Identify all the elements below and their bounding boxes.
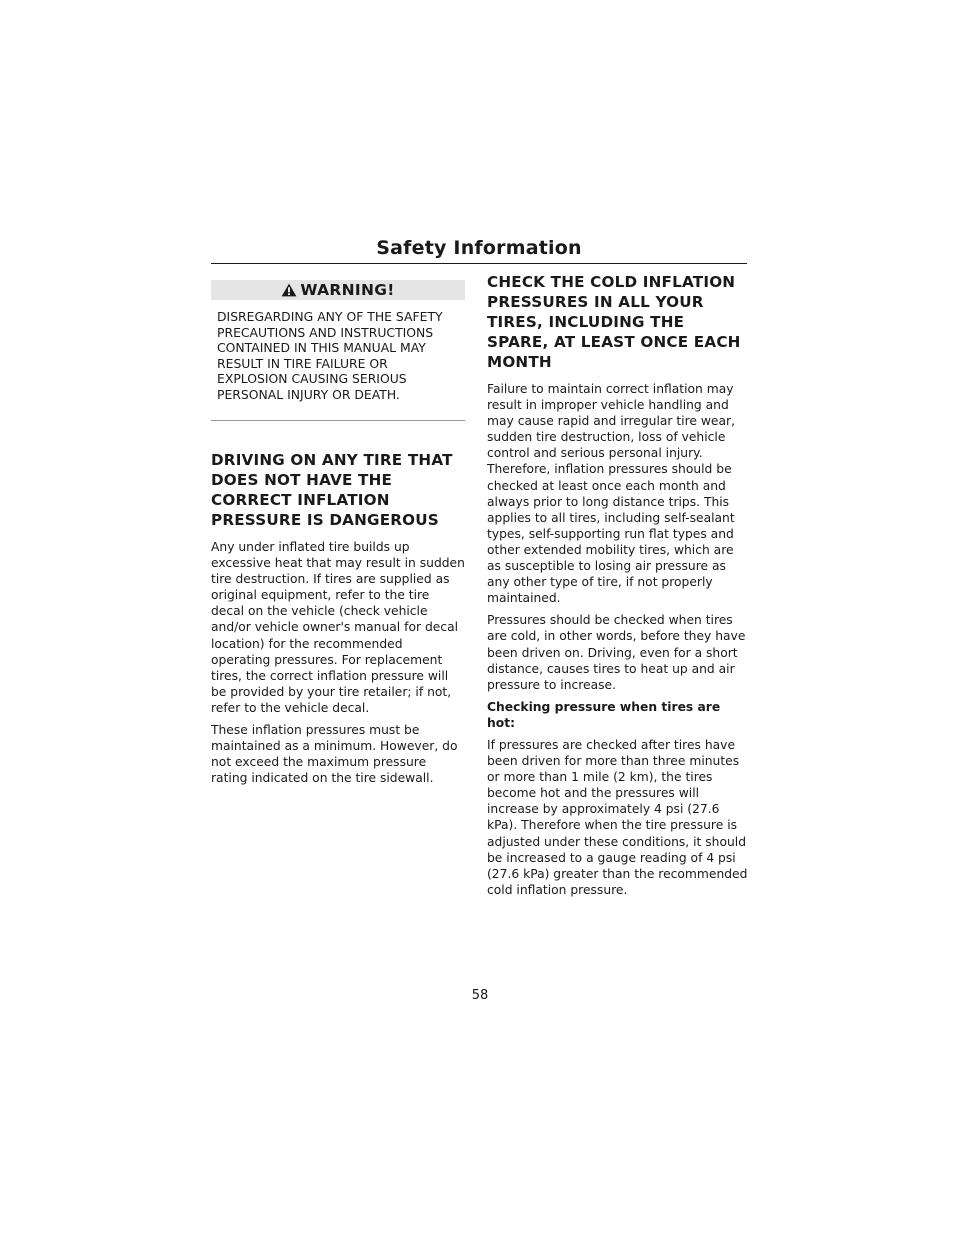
check-paragraph-1: Failure to maintain correct inflation may result in improper vehicle handling and may cause rapid and irregular tire wear, sudden tire destruction, loss of vehicle control and serious personal injury. Therefore, inflation pressures should be checked at least once each month and always prior to long distance trips. This applies to all tires, including self-sealant types, self-supporting run flat types and other extended mobility tires, which are as susceptible to losing air pressure as any other type of tire, if not properly maintained. — [487, 382, 735, 606]
page-number: 58 — [471, 988, 489, 1003]
heading-line: TIRES, INCLUDING THE — [487, 313, 685, 331]
check-paragraph-2: Pressures should be checked when tires are cold, in other words, before they have been driven on. Driving, even for a short distance, causes tires to heat up and air pressure to increase. — [487, 613, 746, 692]
heading-line: SPARE, AT LEAST ONCE EACH — [487, 333, 741, 351]
warning-triangle-icon — [281, 283, 297, 297]
heading-line: CORRECT INFLATION — [211, 491, 390, 509]
heading-line: DOES NOT HAVE THE — [211, 471, 393, 489]
hot-tires-subheading: Checking pressure when tires are hot: — [487, 699, 721, 730]
driving-paragraph-2: These inflation pressures must be maintained as a minimum. However, do not exceed the maximum pressure rating indicated on the tire sidewall. — [211, 723, 458, 786]
heading-line: MONTH — [487, 353, 552, 371]
check-paragraph-3: If pressures are checked after tires have been driven for more than three minutes or more than 1 mile (2 km), the tires become hot and the pressures will increase by approximately 4 psi (27.6 kPa). Therefore when the tire pressure is adjusted under these conditions, it should be increased to a gauge reading of 4 psi (27.6 kPa) greater than the recommended cold inflation pressure. — [487, 737, 748, 897]
right-column — [487, 272, 749, 898]
warning-box — [211, 280, 465, 421]
heading-line: PRESSURES IN ALL YOUR — [487, 293, 704, 311]
heading-line: PRESSURE IS DANGEROUS — [211, 511, 439, 529]
driving-paragraph-1: Any under inflated tire builds up excessive heat that may result in sudden tire destruction. If tires are supplied as original equipment, refer to the tire decal on the vehicle (check vehicle and/or vehicle owner's manual for decal location) for the recommended operating pressures. For replacement tires, the correct inflation pressure will be provided by your tire retailer; if not, refer to the vehicle decal. — [211, 540, 465, 715]
page-header — [211, 236, 747, 264]
warning-bar — [211, 280, 465, 300]
warning-title: WARNING! — [300, 281, 395, 299]
heading-line: CHECK THE COLD INFLATION — [487, 273, 736, 291]
left-column — [211, 280, 465, 786]
heading-line: DRIVING ON ANY TIRE THAT — [211, 451, 453, 469]
check-section-heading — [487, 272, 749, 372]
page-title: Safety Information — [376, 237, 582, 259]
driving-section-heading — [211, 450, 465, 530]
warning-text: DISREGARDING ANY OF THE SAFETY PRECAUTIONS AND INSTRUCTIONS CONTAINED IN THIS MANUAL MAY RESULT IN TIRE FAILURE OR EXPLOSION CAUSING SERIOUS PERSONAL INJURY OR DEATH. — [217, 309, 443, 402]
